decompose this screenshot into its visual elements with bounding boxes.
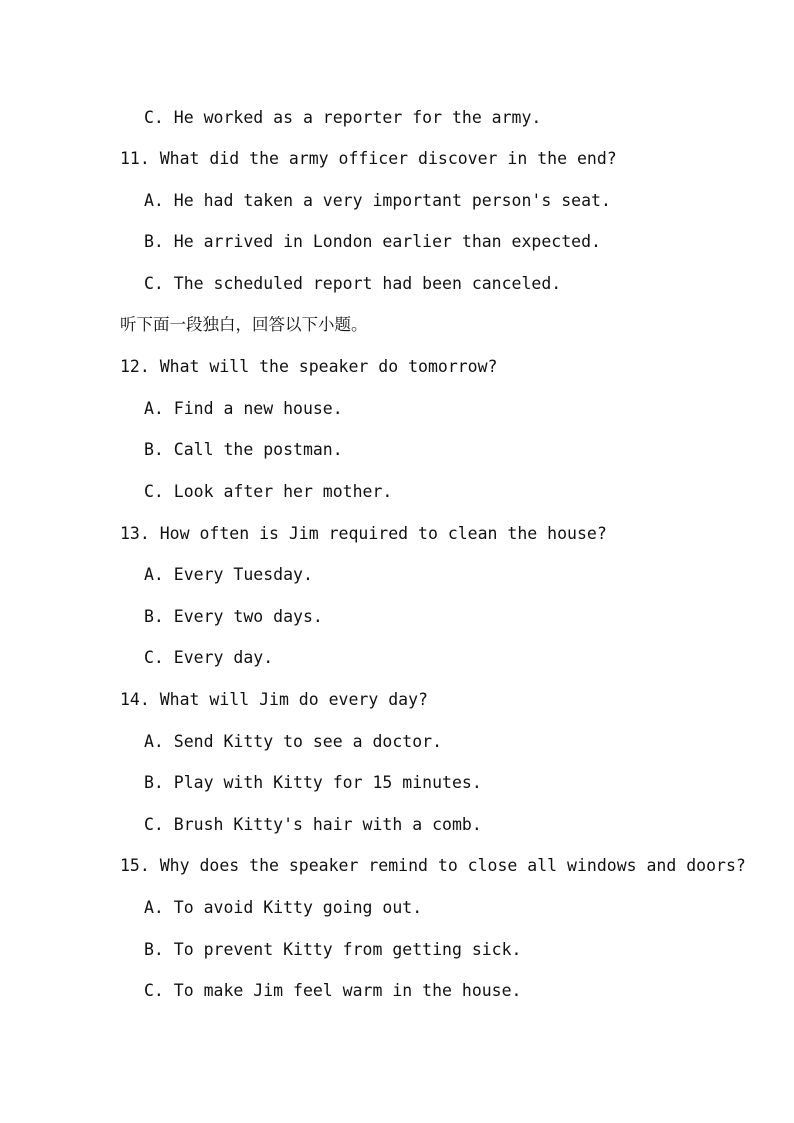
question-13: 13. How often is Jim required to clean the house? [120,524,607,543]
option-15c: C. To make Jim feel warm in the house. [144,981,522,1000]
option-13a: A. Every Tuesday. [144,565,313,584]
option-15a: A. To avoid Kitty going out. [144,898,423,917]
option-14a: A. Send Kitty to see a doctor. [144,732,443,751]
option-11a: A. He had taken a very important person's seat. [144,191,611,210]
option-15b: B. To prevent Kitty from getting sick. [144,940,522,959]
option-12a: A. Find a new house. [144,399,343,418]
question-12: 12. What will the speaker do tomorrow? [120,357,498,376]
option-14c: C. Brush Kitty's hair with a comb. [144,815,482,834]
option-14b: B. Play with Kitty for 15 minutes. [144,773,482,792]
option-10c: C. He worked as a reporter for the army. [144,108,542,127]
option-13c: C. Every day. [144,648,274,667]
option-13b: B. Every two days. [144,607,323,626]
section-instruction: 听下面一段独白，回答以下小题。 [120,315,368,334]
option-11c: C. The scheduled report had been canceled. [144,274,562,293]
question-14: 14. What will Jim do every day? [120,690,428,709]
option-12b: B. Call the postman. [144,440,343,459]
option-12c: C. Look after her mother. [144,482,393,501]
question-15: 15. Why does the speaker remind to close all windows and doors? [120,856,746,875]
question-11: 11. What did the army officer discover in the end? [120,149,617,168]
option-11b: B. He arrived in London earlier than expected. [144,232,601,251]
